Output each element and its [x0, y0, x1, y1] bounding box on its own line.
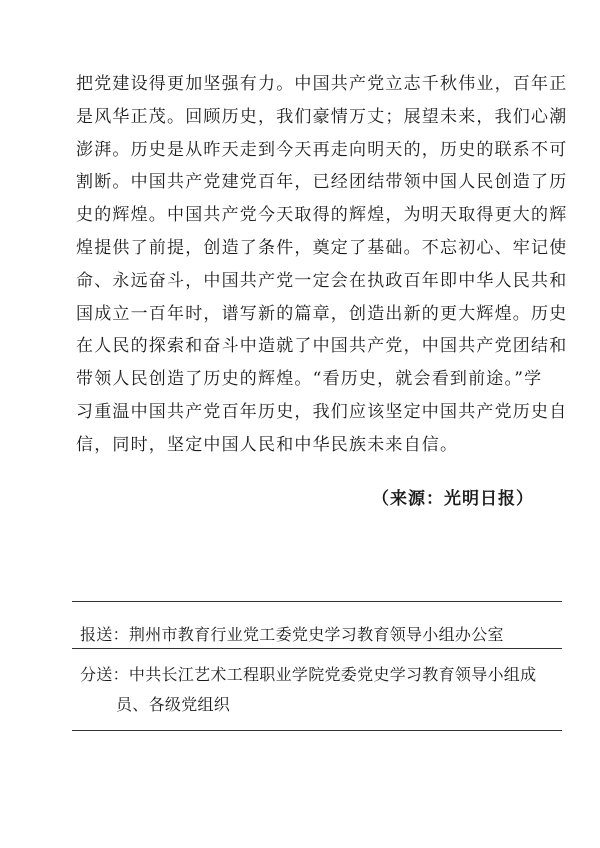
divider-bottom [72, 730, 562, 731]
article-line: 命、永远奋斗，中国共产党一定会在执政百年即中华人民共和 [76, 270, 568, 291]
copy-to-line: 分送：中共长江艺术工程职业学院党委党史学习教育领导小组成 [80, 665, 537, 684]
copy-to-block [80, 660, 536, 720]
article-body [76, 68, 568, 462]
article-line: 信，同时，坚定中国人民和中华民族未来自信。 [76, 434, 459, 455]
article-line: 煌提供了前提，创造了条件，奠定了基础。不忘初心、牢记使 [76, 237, 568, 258]
divider-top [72, 601, 562, 602]
divider-middle [72, 648, 562, 649]
article-line: 把党建设得更加坚强有力。中国共产党立志千秋伟业，百年正 [76, 74, 568, 94]
article-source: （来源：光明日报） [372, 489, 534, 509]
report-to-line: 报送：荆州市教育行业党工委党史学习教育领导小组办公室 [80, 625, 504, 644]
article-line: 史的辉煌。中国共产党今天取得的辉煌，为明天取得更大的辉 [76, 205, 568, 226]
article-line: 带领人民创造了历史的辉煌。“看历史，就会看到前途。”学 [76, 369, 543, 390]
article-line: 是风华正茂。回顾历史，我们豪情万丈；展望未来，我们心潮 [76, 106, 568, 127]
article-line: 习重温中国共产党百年历史，我们应该坚定中国共产党历史自 [76, 401, 568, 422]
article-line: 国成立一百年时，谱写新的篇章，创造出新的更大辉煌。历史 [76, 303, 568, 324]
article-line: 在人民的探索和奋斗中造就了中国共产党，中国共产党团结和 [76, 336, 568, 357]
article-line: 割断。中国共产党建党百年，已经团结带领中国人民创造了历 [76, 172, 568, 193]
article-line: 澎湃。历史是从昨天走到今天再走向明天的，历史的联系不可 [76, 139, 568, 160]
copy-to-line-continued: 员、各级党组织 [116, 695, 231, 714]
